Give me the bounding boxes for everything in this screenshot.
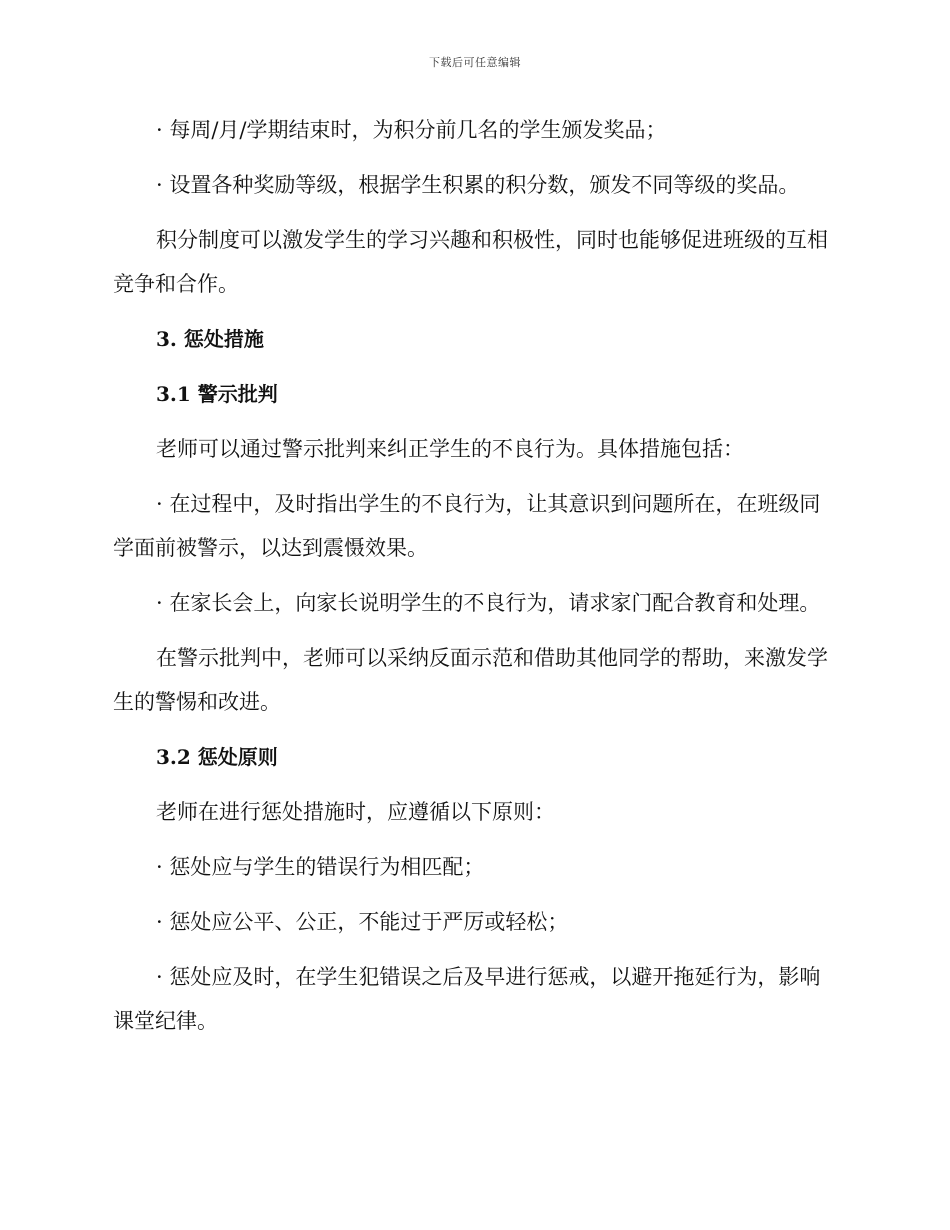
bullet-item: · 设置各种奖励等级，根据学生积累的积分数，颁发不同等级的奖品。 [156, 173, 800, 197]
paragraph: 老师可以通过警示批判来纠正学生的不良行为。具体措施包括： [156, 437, 744, 461]
paragraph: 老师在进行惩处措施时，应遵循以下原则： [156, 800, 555, 824]
page-header: 下载后可任意编辑 [429, 56, 521, 69]
bullet-item: · 每周/月/学期结束时，为积分前几名的学生颁发奖品； [156, 118, 667, 142]
bullet-item: · 惩处应公平、公正，不能过于严厉或轻松； [156, 910, 569, 934]
bullet-item: · 在家长会上，向家长说明学生的不良行为，请求家门配合教育和处理。 [156, 591, 821, 615]
document-body [113, 108, 833, 1054]
paragraph: 积分制度可以激发学生的学习兴趣和积极性，同时也能够促进班级的互相竞争和合作。 [113, 228, 828, 296]
section-heading: 3. 惩处措施 [156, 327, 264, 351]
paragraph: 在警示批判中，老师可以采纳反面示范和借助其他同学的帮助，来激发学生的警惕和改进。 [113, 646, 828, 714]
bullet-item: · 惩处应及时，在学生犯错误之后及早进行惩戒，以避开拖延行为，影响课堂纪律。 [113, 965, 821, 1033]
subsection-heading: 3.1 警示批判 [156, 382, 278, 406]
bullet-item: · 在过程中，及时指出学生的不良行为，让其意识到问题所在，在班级同学面前被警示，以达到震慑效果。 [113, 492, 821, 560]
subsection-heading: 3.2 惩处原则 [156, 745, 278, 769]
bullet-item: · 惩处应与学生的错误行为相匹配； [156, 855, 485, 879]
